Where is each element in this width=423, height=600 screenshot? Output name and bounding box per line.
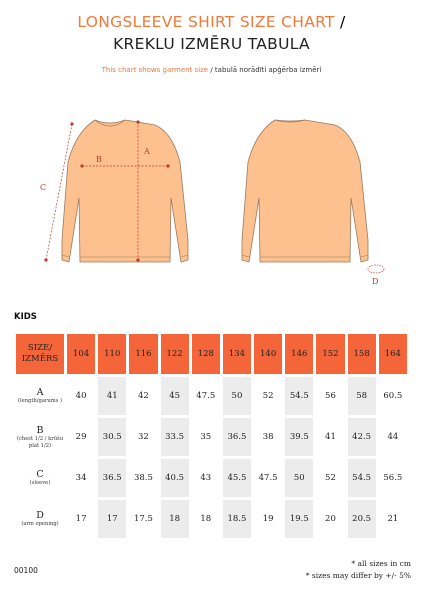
table-cell: 20.5 — [348, 500, 376, 538]
table-cell: 29 — [67, 418, 95, 456]
row-label-d — [16, 500, 64, 538]
table-cell: 47.5 — [258, 473, 278, 483]
table-cell: 20 — [316, 500, 344, 538]
size-header-cell: 110 — [98, 334, 126, 374]
table-cell: 44 — [379, 418, 407, 456]
table-cell: 38 — [254, 418, 282, 456]
table-cell: 38.5 — [133, 473, 153, 483]
table-cell: 18 — [192, 500, 220, 538]
row-label-c — [16, 459, 64, 497]
table-cell: 60.5 — [383, 391, 403, 401]
size-header-cell: 134 — [223, 334, 251, 374]
table-cell: 34 — [75, 473, 87, 483]
size-header-cell: 122 — [161, 334, 189, 374]
size-header-cell: 140 — [254, 334, 282, 374]
title-english: LONGSLEEVE SHIRT SIZE CHART — [77, 13, 335, 31]
subtitle — [0, 66, 423, 74]
table-cell: 52 — [262, 391, 274, 401]
table-cell: 42 — [138, 391, 149, 401]
table-cell: 35 — [192, 418, 220, 456]
label-a: A — [144, 147, 150, 156]
table-row-a — [16, 377, 407, 415]
row-description: (arm opening) — [21, 521, 59, 528]
table-cell: 17.5 — [129, 500, 157, 538]
row-label-b — [16, 418, 64, 456]
size-header-row — [16, 334, 407, 374]
table-cell: 17 — [98, 500, 126, 538]
row-description: (sleeve) — [29, 480, 51, 487]
section-label-kids: KIDS — [14, 312, 37, 322]
label-d: D — [372, 277, 379, 286]
table-cell: 54.5 — [348, 459, 376, 497]
size-header-cell: 104 — [67, 334, 95, 374]
size-corner-cell — [16, 334, 64, 374]
table-cell: 21 — [379, 500, 407, 538]
table-cell: 54.5 — [285, 377, 313, 415]
table-cell: 41 — [98, 377, 126, 415]
table-cell: 36.5 — [98, 459, 126, 497]
table-cell: 39.5 — [285, 418, 313, 456]
shirt-front — [40, 120, 188, 262]
table-row-c — [16, 459, 407, 497]
row-letter: D — [36, 510, 44, 522]
label-b: B — [96, 155, 102, 164]
note-units: * all sizes in cm — [351, 559, 411, 568]
table-row-b — [16, 418, 407, 456]
title-latvian: KREKLU IZMĒRU TABULA — [113, 35, 310, 53]
table-cell: 36.5 — [223, 418, 251, 456]
row-letter: A — [36, 387, 44, 399]
table-cell: 40 — [75, 391, 87, 401]
row-letter: B — [36, 425, 44, 436]
size-header-cell: 116 — [129, 334, 157, 374]
size-header-cell: 158 — [348, 334, 376, 374]
product-code: 00100 — [14, 566, 38, 575]
table-cell: 56.5 — [383, 473, 403, 483]
row-description: (chest 1/2 / krūšu plat 1/2) — [16, 436, 64, 449]
table-cell: 50 — [285, 459, 313, 497]
row-letter: C — [36, 469, 44, 481]
table-cell: 41 — [316, 418, 344, 456]
table-cell: 58 — [348, 377, 376, 415]
size-header-cell: 128 — [192, 334, 220, 374]
size-header-cell: 164 — [379, 334, 407, 374]
table-cell: 18.5 — [223, 500, 251, 538]
table-cell: 32 — [129, 418, 157, 456]
table-cell: 45 — [161, 377, 189, 415]
corner-size-lv: IZMĒRS — [21, 354, 59, 364]
table-cell: 33.5 — [161, 418, 189, 456]
title-separator: / — [334, 13, 346, 31]
size-header-cell: 146 — [285, 334, 313, 374]
table-cell: 56 — [325, 391, 336, 401]
shirt-diagram — [0, 92, 423, 292]
table-cell: 19 — [254, 500, 282, 538]
table-cell: 45.5 — [223, 459, 251, 497]
subtitle-english: This chart shows garment size — [101, 66, 209, 74]
table-row-d — [16, 500, 407, 538]
size-table — [13, 331, 410, 541]
table-cell: 52 — [325, 473, 336, 483]
label-c: C — [40, 183, 47, 192]
table-cell: 30.5 — [98, 418, 126, 456]
table-cell: 42.5 — [348, 418, 376, 456]
row-label-a — [16, 377, 64, 415]
note-tolerance: * sizes may differ by +/- 5% — [305, 571, 411, 580]
title-line-1 — [0, 12, 423, 32]
shirt-back — [242, 120, 384, 286]
table-cell: 47.5 — [196, 391, 216, 401]
table-cell: 17 — [67, 500, 95, 538]
table-cell: 18 — [161, 500, 189, 538]
table-cell: 19.5 — [285, 500, 313, 538]
table-cell: 43 — [200, 473, 212, 483]
row-description: (length/garums ) — [17, 398, 63, 405]
corner-size-en: SIZE/ — [27, 343, 53, 353]
size-header-cell: 152 — [316, 334, 344, 374]
subtitle-latvian: / tabulā norādīti apģērba izmēri — [208, 66, 322, 74]
table-cell: 40.5 — [161, 459, 189, 497]
table-cell: 50 — [223, 377, 251, 415]
